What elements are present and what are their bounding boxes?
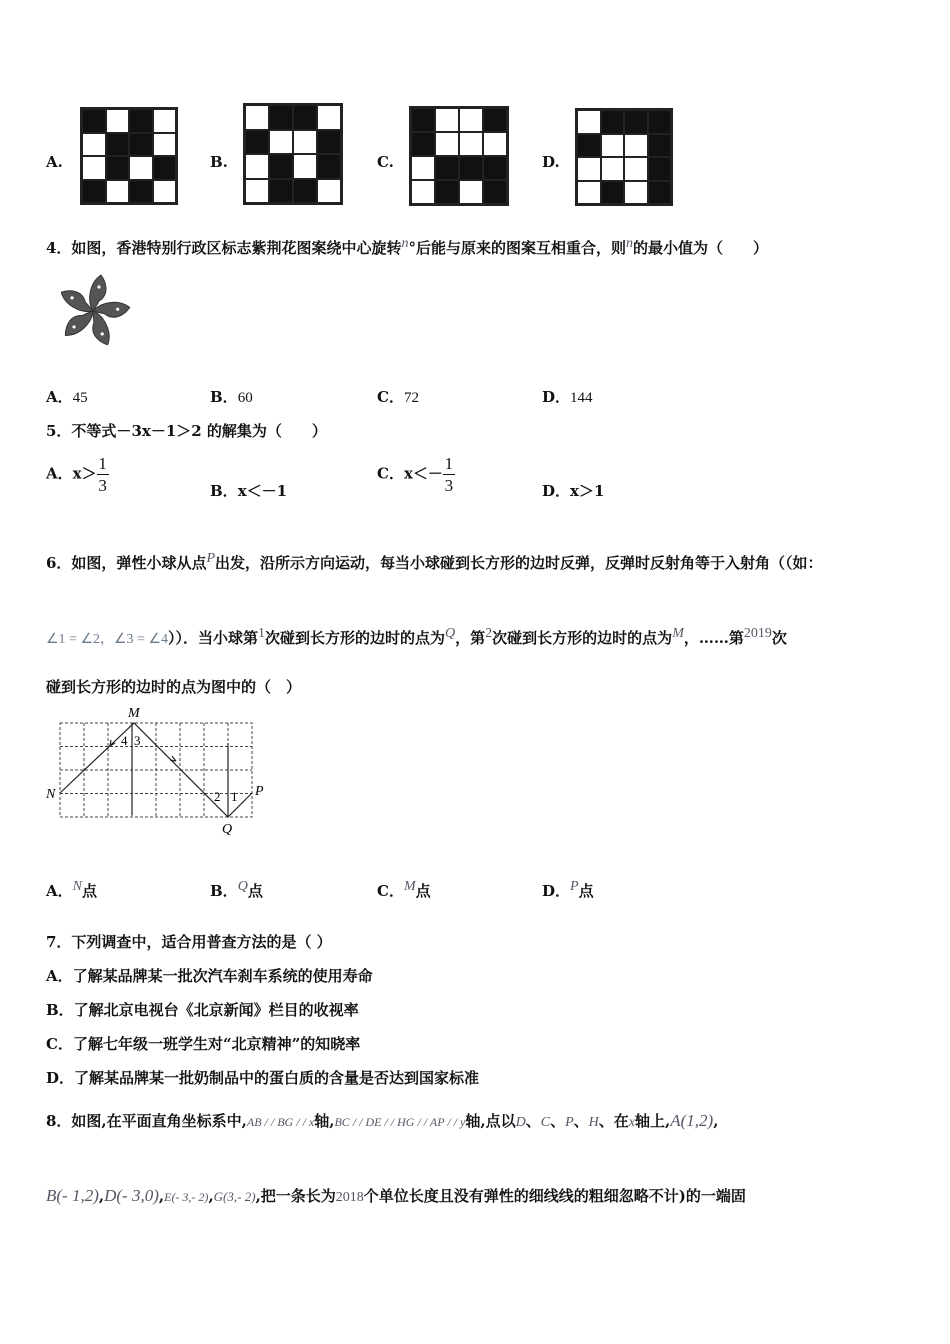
q8-math-p: P <box>565 1115 574 1130</box>
grid-cell-filled <box>577 134 601 158</box>
angle-1-label: 1 <box>231 789 238 804</box>
q3-option-b-grid <box>243 103 343 205</box>
q8-math-2018: 2018 <box>335 1190 364 1205</box>
q8-math-point-e: E(- 3,- 2) <box>164 1190 209 1204</box>
q4-text-mid: °后能与原来的图案互相重合，则 <box>408 239 626 257</box>
grid-cell-filled <box>601 181 625 205</box>
grid-cell-filled <box>269 105 293 130</box>
q8-sep: , <box>158 1187 165 1205</box>
q6-option-a-var: N <box>72 879 82 894</box>
grid-cell-empty <box>82 156 106 180</box>
q8-sep: 、 <box>573 1112 589 1130</box>
grid-cell-empty <box>483 132 507 156</box>
grid-cell-filled <box>269 179 293 204</box>
q4-option-b-value: 60 <box>237 390 253 406</box>
q6-option-a-suffix: 点 <box>81 882 97 900</box>
grid-cell-empty <box>245 105 269 130</box>
dashed-grid <box>60 723 252 817</box>
q6-angle-relation: ∠1 = ∠2，∠3 = ∠4 <box>46 632 168 647</box>
grid-cell-empty <box>317 179 341 204</box>
q4-option-a-value: 45 <box>72 390 88 406</box>
grid-cell-filled <box>648 181 672 205</box>
q7-option-a[interactable]: A．了解某品牌某一批次汽车刹车系统的使用寿命 <box>46 967 373 985</box>
q5-option-b-label: B． <box>210 482 238 500</box>
q8-math-d: D <box>515 1115 526 1130</box>
grid-cell-empty <box>245 179 269 204</box>
q8-math-x: x <box>628 1115 636 1130</box>
grid-cell-empty <box>411 180 435 204</box>
q6-var-m: M <box>672 626 684 641</box>
grid-cell-empty <box>624 134 648 158</box>
grid-cell-filled <box>317 130 341 155</box>
grid-cell-filled <box>245 130 269 155</box>
q6-option-c-label: C． <box>377 882 404 900</box>
grid-cell-empty <box>82 133 106 157</box>
q4-option-a-label: A． <box>46 388 73 406</box>
point-n-label: N <box>46 787 56 802</box>
grid-cell-empty <box>577 157 601 181</box>
q4-option-d[interactable] <box>542 386 593 407</box>
grid-cell-empty <box>577 181 601 205</box>
q8-line-1 <box>46 1110 718 1131</box>
q8-math-c: C <box>540 1115 551 1130</box>
grid-cell-empty <box>435 108 459 132</box>
grid-cell-filled <box>624 110 648 134</box>
grid-cell-filled <box>435 180 459 204</box>
q8-text: 、在 <box>598 1112 629 1130</box>
q8-text: 轴上, <box>635 1112 671 1130</box>
q6-option-b-label: B． <box>210 882 238 900</box>
q5-option-a-expr: x＞ <box>72 464 97 483</box>
q6-num-2: 2 <box>485 626 493 641</box>
grid-cell-empty <box>435 132 459 156</box>
q5-option-d-expr: x＞1 <box>570 482 605 500</box>
q3-option-d-grid <box>575 108 673 206</box>
q6-option-a[interactable] <box>46 879 97 901</box>
grid-cell-filled <box>129 180 153 204</box>
q3-option-c-grid <box>409 106 509 206</box>
fraction-numerator: 1 <box>98 454 107 473</box>
fraction-numerator: 1 <box>444 454 454 473</box>
q6-option-b-var: Q <box>237 879 248 894</box>
q6-var-q: Q <box>445 626 456 641</box>
q8-text: 轴,点以 <box>465 1112 516 1130</box>
angle-4-label: 4 <box>121 733 128 748</box>
grid-cell-empty <box>317 105 341 130</box>
grid-cell-filled <box>153 156 177 180</box>
q6-line-3: 碰到长方形的边时的点为图中的（ ） <box>46 678 302 696</box>
grid-cell-filled <box>483 108 507 132</box>
q8-math-bc-y: BC / / DE / / HG / / AP / / y <box>334 1115 466 1129</box>
q8-text: 8．如图,在平面直角坐标系中, <box>46 1112 247 1130</box>
q6-option-c-suffix: 点 <box>415 882 431 900</box>
q6-num-1: 1 <box>258 626 266 641</box>
grid-cell-empty <box>601 157 625 181</box>
grid-cell-empty <box>245 154 269 179</box>
q4-text-after: 的最小值为（ ） <box>632 239 768 257</box>
point-q-label: Q <box>222 822 233 837</box>
q6-option-c-var: M <box>403 879 416 894</box>
bauhinia-emblem-icon <box>46 268 140 352</box>
q6-option-d-label: D． <box>542 882 571 900</box>
q4-option-c-label: C． <box>377 388 404 406</box>
grid-cell-filled <box>648 157 672 181</box>
q5-option-c-label: C． <box>377 464 404 483</box>
q3-option-a-grid <box>80 107 178 205</box>
q4-option-c-value: 72 <box>403 390 419 406</box>
q4-stem <box>46 236 768 258</box>
q5-option-d[interactable] <box>542 480 604 501</box>
q6-option-b[interactable] <box>210 879 263 901</box>
q6-line-1 <box>46 551 823 573</box>
q6-line-2 <box>46 626 787 648</box>
grid-cell-filled <box>411 132 435 156</box>
q4-text-before: 4．如图，香港特别行政区标志紫荆花图案绕中心旋转 <box>46 239 402 257</box>
grid-cell-filled <box>648 110 672 134</box>
grid-cell-filled <box>106 156 130 180</box>
grid-cell-filled <box>293 179 317 204</box>
grid-cell-filled <box>317 154 341 179</box>
q6-var-p: P <box>206 551 216 566</box>
q5-option-c-fraction <box>443 455 455 494</box>
q3-option-d-label[interactable]: D. <box>542 153 560 171</box>
q4-var-n2: n <box>625 236 633 251</box>
q8-math-point-d: D(- 3,0) <box>104 1186 159 1205</box>
fraction-denominator: 3 <box>98 476 107 495</box>
q8-sep: 、 <box>550 1112 566 1130</box>
angle-3-label: 3 <box>134 733 141 748</box>
grid-cell-empty <box>153 180 177 204</box>
q6-option-a-label: A． <box>46 882 73 900</box>
fraction-denominator: 3 <box>444 476 454 495</box>
q4-option-b-label: B． <box>210 388 238 406</box>
grid-cell-filled <box>106 133 130 157</box>
q3-option-a-label[interactable]: A. <box>46 153 63 171</box>
q6-text: 6．如图，弹性小球从点 <box>46 554 207 572</box>
q4-option-c[interactable] <box>377 386 419 407</box>
q6-text: 次碰到长方形的边时的点为 <box>265 629 446 647</box>
point-m-label: M <box>128 706 140 721</box>
q6-text: ，……第 <box>683 629 744 647</box>
point-p-label: P <box>255 784 264 799</box>
grid-cell-filled <box>435 156 459 180</box>
q5-option-d-label: D． <box>542 482 571 500</box>
q8-math-h: H <box>588 1115 599 1130</box>
grid-cell-empty <box>293 154 317 179</box>
grid-cell-empty <box>293 130 317 155</box>
q5-stem: 5．不等式－3x－1＞2 的解集为（ ） <box>46 422 327 440</box>
q8-sep: , <box>208 1187 214 1205</box>
q8-sep: , <box>98 1187 105 1205</box>
q4-option-a[interactable] <box>46 386 88 407</box>
grid-cell-empty <box>411 156 435 180</box>
grid-cell-empty <box>459 180 483 204</box>
grid-cell-empty <box>459 108 483 132</box>
q8-math-point-a: A(1,2) <box>670 1111 714 1130</box>
q8-math-ab-bg-x: AB / / BG / / x <box>246 1115 315 1129</box>
q6-text: 次 <box>771 629 787 647</box>
grid-cell-filled <box>459 156 483 180</box>
q4-option-d-label: D． <box>542 388 571 406</box>
angle-2-label: 2 <box>214 789 221 804</box>
q4-option-b[interactable] <box>210 386 253 407</box>
q4-option-d-value: 144 <box>570 390 593 406</box>
q6-option-d[interactable] <box>542 879 594 901</box>
q8-text: 个单位长度且没有弹性的细线线的粗细忽略不计)的一端固 <box>363 1187 746 1205</box>
q6-billiard-figure <box>44 703 276 839</box>
grid-cell-filled <box>411 108 435 132</box>
grid-cell-filled <box>648 134 672 158</box>
grid-cell-filled <box>293 105 317 130</box>
q6-text: 次碰到长方形的边时的点为 <box>492 629 673 647</box>
q6-option-b-suffix: 点 <box>247 882 263 900</box>
q5-option-b[interactable] <box>210 480 287 501</box>
grid-cell-empty <box>269 130 293 155</box>
q8-math-point-b: B(- 1,2) <box>46 1186 99 1205</box>
q6-text: ））．当小球第 <box>168 629 259 647</box>
q3-option-c-label[interactable]: C. <box>377 153 394 171</box>
grid-cell-empty <box>577 110 601 134</box>
q3-option-b-label[interactable]: B. <box>210 153 228 171</box>
grid-cell-filled <box>483 156 507 180</box>
q8-text: ,把一条长为 <box>255 1187 336 1205</box>
q6-option-d-var: P <box>570 879 579 894</box>
grid-cell-filled <box>129 133 153 157</box>
q6-text: 出发，沿所示方向运动，每当小球碰到长方形的边时反弹，反弹时反射角等于入射角（（如： <box>215 554 823 572</box>
q6-num-2019: 2019 <box>743 626 772 641</box>
q8-text: 轴, <box>314 1112 335 1130</box>
q7-option-c[interactable]: C．了解七年级一班学生对“北京精神”的知晓率 <box>46 1035 361 1053</box>
grid-cell-filled <box>129 109 153 133</box>
grid-cell-empty <box>459 132 483 156</box>
grid-cell-filled <box>483 180 507 204</box>
q8-line-2 <box>46 1185 746 1206</box>
q5-option-c-expr: x＜－ <box>403 464 443 483</box>
grid-cell-empty <box>153 109 177 133</box>
q7-option-d[interactable]: D．了解某品牌某一批奶制品中的蛋白质的含量是否达到国家标准 <box>46 1069 480 1087</box>
q4-var-n: n <box>401 236 409 251</box>
q6-option-c[interactable] <box>377 879 431 901</box>
q8-sep: 、 <box>525 1112 541 1130</box>
q5-option-a-fraction <box>97 455 109 494</box>
grid-cell-empty <box>601 134 625 158</box>
grid-cell-empty <box>129 156 153 180</box>
q5-option-c[interactable] <box>377 455 455 494</box>
grid-cell-filled <box>82 180 106 204</box>
q7-option-b[interactable]: B．了解北京电视台《北京新闻》栏目的收视率 <box>46 1001 359 1019</box>
q7-stem: 7．下列调查中，适合用普查方法的是（ ） <box>46 933 332 951</box>
grid-cell-empty <box>153 133 177 157</box>
q8-text: , <box>713 1112 719 1130</box>
grid-cell-filled <box>82 109 106 133</box>
grid-cell-filled <box>601 110 625 134</box>
q5-option-b-expr: x＜－1 <box>237 482 288 500</box>
grid-cell-empty <box>624 157 648 181</box>
grid-cell-empty <box>624 181 648 205</box>
q6-option-d-suffix: 点 <box>578 882 594 900</box>
q6-text: ，第 <box>455 629 486 647</box>
grid-cell-empty <box>106 180 130 204</box>
q5-option-a-label: A． <box>46 464 73 483</box>
q5-option-a[interactable] <box>46 455 109 494</box>
q8-math-point-g: G(3,- 2) <box>213 1189 256 1204</box>
grid-cell-empty <box>106 109 130 133</box>
grid-cell-filled <box>269 154 293 179</box>
